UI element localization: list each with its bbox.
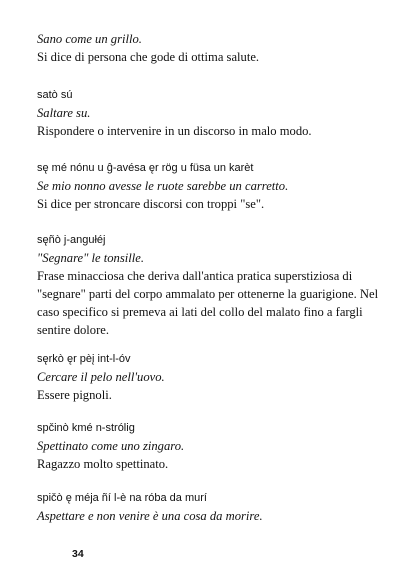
entry-definition: Si dice per stroncare discorsi con troppi "se". bbox=[37, 197, 265, 211]
entry-definition-line-2: "segnare" parti del corpo ammalato per ottenerne la guarigione. Nel bbox=[37, 287, 379, 301]
entry-seno-j-angulej bbox=[37, 231, 392, 339]
entry-definition: Rispondere o intervenire in un discorso in malo modo. bbox=[37, 124, 312, 138]
entry-term: satò sú bbox=[37, 89, 73, 101]
page-number: 34 bbox=[72, 548, 84, 560]
entry-term: sęrkò ęr pèį int-l-óv bbox=[37, 353, 131, 365]
entry-definition-line-4: sentire dolore. bbox=[37, 323, 110, 337]
entry-term: spčinò kmé n-strólig bbox=[37, 422, 135, 434]
entry-serko-er-pej bbox=[37, 350, 392, 404]
entry-definition: Si dice di persona che gode di ottima salute. bbox=[37, 50, 260, 64]
entry-definition-line-3: caso specifico si premeva ai lati del collo del malato fino a fargli bbox=[37, 305, 363, 319]
entry-term: sęñò j-angułéj bbox=[37, 234, 106, 246]
entry-translation: Se mio nonno avesse le ruote sarebbe un carretto. bbox=[37, 179, 289, 193]
entry-translation: Sano come un grillo. bbox=[37, 32, 142, 46]
entry-translation: Saltare su. bbox=[37, 106, 91, 120]
entry-definition: Essere pignoli. bbox=[37, 388, 112, 402]
entry-sato-su bbox=[37, 86, 392, 140]
entry-spcino-kme bbox=[37, 419, 392, 473]
entry-se-me-nonu bbox=[37, 159, 392, 213]
entry-definition: Ragazzo molto spettinato. bbox=[37, 457, 169, 471]
entry-term: sę mé nónu u ĝ-avésa ęr rög u füsa un karèt bbox=[37, 162, 254, 174]
entry-spico-e-meja bbox=[37, 489, 392, 525]
entry-translation: "Segnare" le tonsille. bbox=[37, 251, 144, 265]
entry-translation: Spettinato come uno zingaro. bbox=[37, 439, 185, 453]
entry-definition-line-1: Frase minacciosa che deriva dall'antica pratica superstiziosa di bbox=[37, 269, 353, 283]
entry-translation: Aspettare e non venire è una cosa da morire. bbox=[37, 509, 263, 523]
entry-term: spičò ę méja ñí l-è na róba da murí bbox=[37, 492, 207, 504]
entry-sano-come-un-grillo bbox=[37, 30, 392, 66]
entry-translation: Cercare il pelo nell'uovo. bbox=[37, 370, 165, 384]
